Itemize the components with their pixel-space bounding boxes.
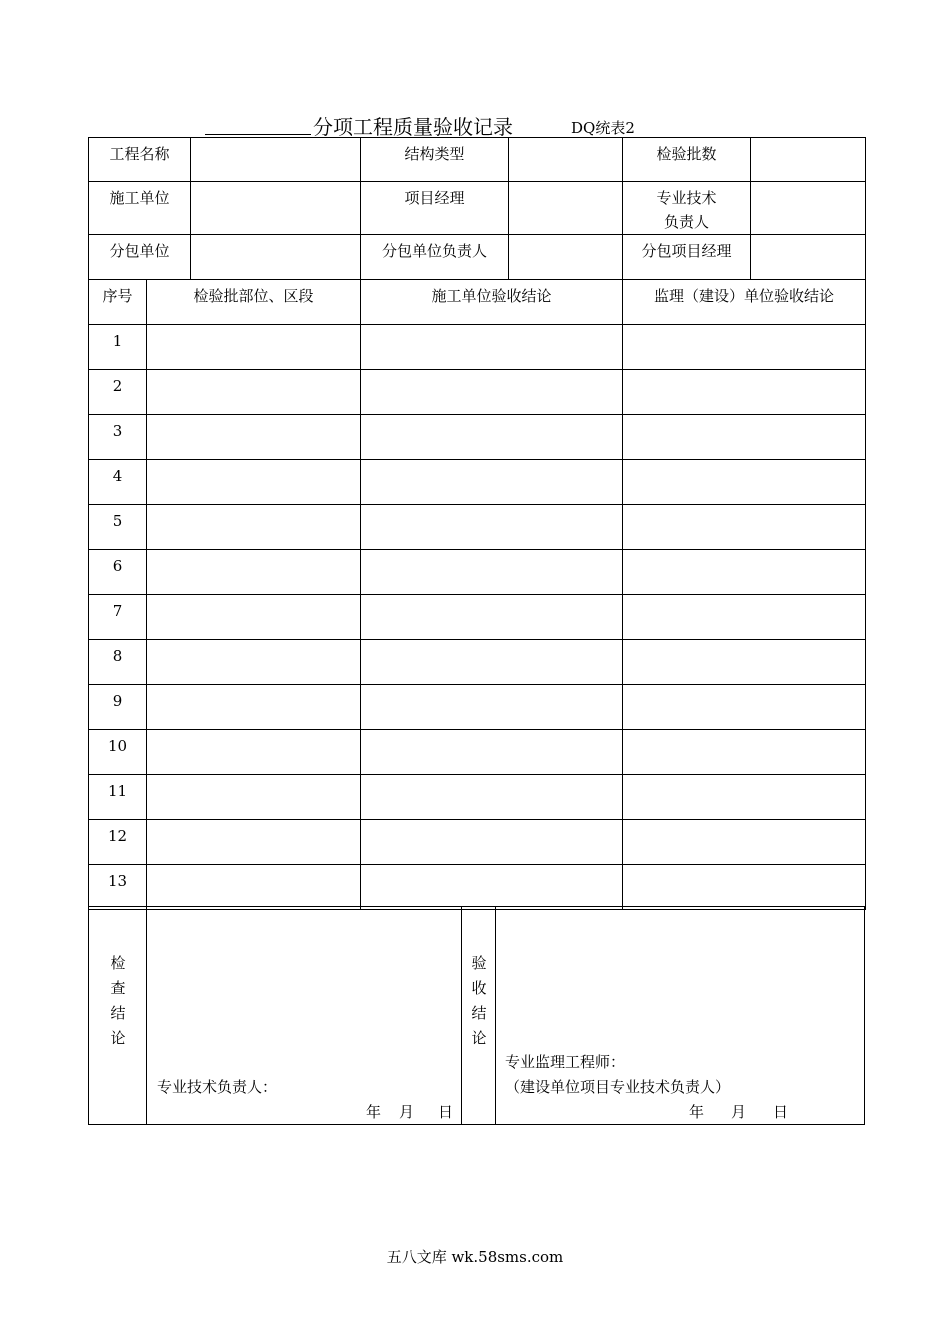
structure-type-label: 结构类型 [361,138,509,182]
row-seq: 4 [89,460,147,505]
col-construction-conclusion: 施工单位验收结论 [361,280,623,325]
table-row [89,370,866,415]
row-seq: 8 [89,640,147,685]
header-row-3 [89,235,866,280]
row-supervision-conclusion-cell[interactable] [623,550,866,595]
row-construction-conclusion-cell[interactable] [361,370,623,415]
record-table [88,137,866,910]
project-manager-value[interactable] [509,182,623,235]
construction-unit-label: 施工单位 [89,182,191,235]
table-row [89,730,866,775]
header-row-2 [89,182,866,235]
row-batch-part-cell[interactable] [147,865,361,910]
row-seq: 10 [89,730,147,775]
row-construction-conclusion-cell[interactable] [361,640,623,685]
header-row-1 [89,138,866,182]
row-batch-part-cell[interactable] [147,415,361,460]
row-supervision-conclusion-cell[interactable] [623,640,866,685]
col-supervision-conclusion: 监理（建设）单位验收结论 [623,280,866,325]
sub-project-manager-value[interactable] [751,235,866,280]
acceptance-label-char: 收 [471,979,487,997]
row-construction-conclusion-cell[interactable] [361,415,623,460]
table-row [89,820,866,865]
project-manager-label: 项目经理 [361,182,509,235]
row-construction-conclusion-cell[interactable] [361,325,623,370]
row-seq: 11 [89,775,147,820]
row-seq: 6 [89,550,147,595]
project-name-value[interactable] [191,138,361,182]
row-batch-part-cell[interactable] [147,550,361,595]
construction-unit-value[interactable] [191,182,361,235]
row-supervision-conclusion-cell[interactable] [623,370,866,415]
table-row [89,325,866,370]
row-batch-part-cell[interactable] [147,775,361,820]
project-name-label: 工程名称 [89,138,191,182]
row-supervision-conclusion-cell[interactable] [623,730,866,775]
table-row [89,415,866,460]
title-blank-line[interactable] [205,110,311,135]
row-seq: 7 [89,595,147,640]
row-supervision-conclusion-cell[interactable] [623,685,866,730]
subcontractor-label: 分包单位 [89,235,191,280]
row-batch-part-cell[interactable] [147,460,361,505]
divider [146,907,147,1124]
batch-count-value[interactable] [751,138,866,182]
table-row [89,865,866,910]
acceptance-label-char: 论 [471,1029,487,1047]
form-code: DQ统表2 [571,119,635,137]
row-batch-part-cell[interactable] [147,730,361,775]
row-supervision-conclusion-cell[interactable] [623,460,866,505]
subcontractor-leader-label: 分包单位负责人 [361,235,509,280]
table-row [89,505,866,550]
row-batch-part-cell[interactable] [147,325,361,370]
inspection-label-char: 结 [110,1004,126,1022]
record-sheet [88,137,865,1125]
acceptance-conclusion-label [451,951,507,1051]
row-construction-conclusion-cell[interactable] [361,460,623,505]
row-seq: 9 [89,685,147,730]
row-construction-conclusion-cell[interactable] [361,775,623,820]
tech-leader-label-line2: 负责人 [664,213,710,231]
row-supervision-conclusion-cell[interactable] [623,865,866,910]
table-row [89,775,866,820]
structure-type-value[interactable] [509,138,623,182]
row-supervision-conclusion-cell[interactable] [623,505,866,550]
acceptance-label-char: 结 [471,1004,487,1022]
row-seq: 5 [89,505,147,550]
row-seq: 1 [89,325,147,370]
row-batch-part-cell[interactable] [147,820,361,865]
batch-count-label: 检验批数 [623,138,751,182]
row-batch-part-cell[interactable] [147,640,361,685]
row-supervision-conclusion-cell[interactable] [623,325,866,370]
row-construction-conclusion-cell[interactable] [361,730,623,775]
row-supervision-conclusion-cell[interactable] [623,415,866,460]
row-batch-part-cell[interactable] [147,685,361,730]
row-construction-conclusion-cell[interactable] [361,550,623,595]
row-seq: 13 [89,865,147,910]
page-title: 分项工程质量验收记录 [313,115,513,139]
table-row [89,640,866,685]
inspection-signer-label: 专业技术负责人： [157,1078,278,1096]
inspection-label-char: 检 [110,954,126,972]
conclusion-section [88,906,865,1125]
acceptance-date-year: 年 [689,1103,705,1121]
row-seq: 12 [89,820,147,865]
tech-leader-label-line1: 专业技术 [656,189,717,207]
row-construction-conclusion-cell[interactable] [361,595,623,640]
inspection-date-day: 日 [438,1103,454,1121]
row-supervision-conclusion-cell[interactable] [623,820,866,865]
table-row [89,550,866,595]
row-batch-part-cell[interactable] [147,595,361,640]
sub-project-manager-label: 分包项目经理 [623,235,751,280]
acceptance-signer-alt: （建设单位项目专业技术负责人） [505,1078,731,1096]
acceptance-date-month: 月 [731,1103,747,1121]
acceptance-date-day: 日 [773,1103,789,1121]
tech-leader-value[interactable] [751,182,866,235]
row-construction-conclusion-cell[interactable] [361,685,623,730]
row-supervision-conclusion-cell[interactable] [623,595,866,640]
footer-watermark: 五八文库 wk.58sms.com [386,1248,564,1266]
row-construction-conclusion-cell[interactable] [361,820,623,865]
inspection-conclusion-label [90,951,146,1051]
inspection-date-year: 年 [366,1103,382,1121]
acceptance-signer-label: 专业监理工程师： [505,1053,626,1071]
row-batch-part-cell[interactable] [147,505,361,550]
row-batch-part-cell[interactable] [147,370,361,415]
table-row [89,595,866,640]
title-row [205,110,805,140]
row-seq: 2 [89,370,147,415]
subcontractor-value[interactable] [191,235,361,280]
subcontractor-leader-value[interactable] [509,235,623,280]
row-construction-conclusion-cell[interactable] [361,865,623,910]
inspection-label-char: 论 [110,1029,126,1047]
table-row [89,460,866,505]
inspection-date-month: 月 [399,1103,415,1121]
row-seq: 3 [89,415,147,460]
table-row [89,685,866,730]
col-batch-part: 检验批部位、区段 [147,280,361,325]
tech-leader-label [623,182,751,235]
column-header-row [89,280,866,325]
col-seq: 序号 [89,280,147,325]
acceptance-label-char: 验 [471,954,487,972]
row-supervision-conclusion-cell[interactable] [623,775,866,820]
row-construction-conclusion-cell[interactable] [361,505,623,550]
inspection-label-char: 查 [110,979,126,997]
